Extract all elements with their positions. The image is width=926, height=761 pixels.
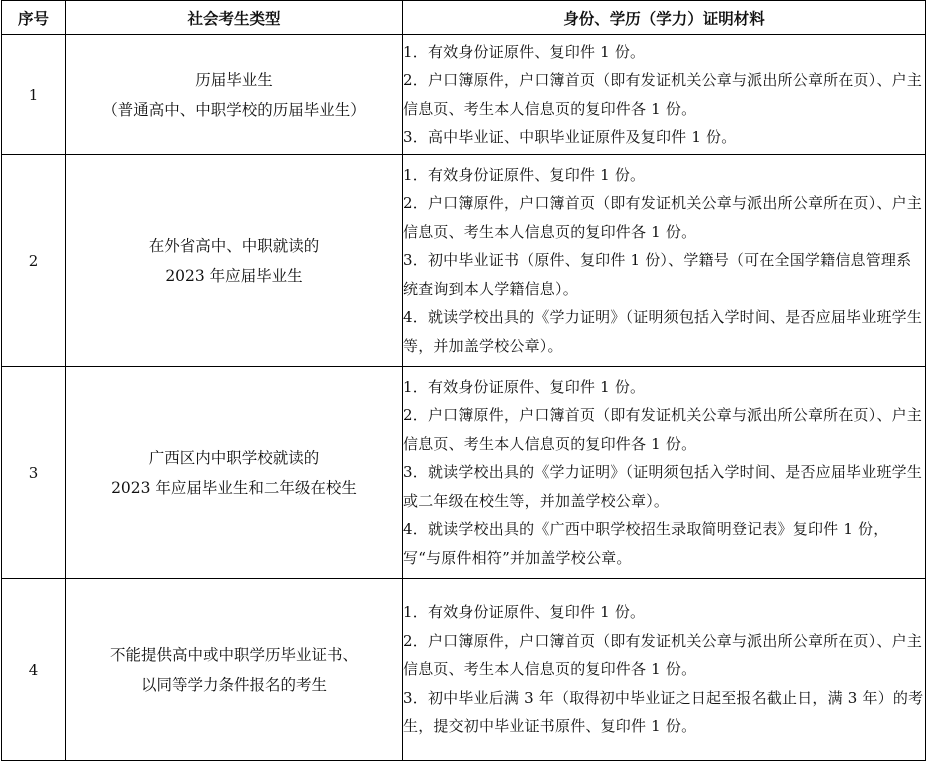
required-materials (403, 367, 926, 579)
requirements-table (1, 0, 926, 761)
table-header-row (2, 1, 926, 35)
material-item: 2．户口簿原件，户口簿首页（即有发证机关公章与派出所公章所在页）、户主信息页、考生本人信息页的复印件各 1 份。 (403, 631, 923, 679)
material-item: 1．有效身份证原件、复印件 1 份。 (403, 165, 646, 184)
material-item: 1．有效身份证原件、复印件 1 份。 (403, 377, 646, 396)
candidate-type (66, 35, 403, 155)
candidate-type-line: （普通高中、中职学校的历届毕业生） (102, 100, 366, 119)
required-materials (403, 155, 926, 367)
candidate-type (66, 155, 403, 367)
table-row (2, 155, 926, 367)
row-number: 2 (2, 155, 66, 367)
candidate-type-line: 2023 年应届毕业生和二年级在校生 (111, 478, 357, 497)
candidate-type-line: 历届毕业生 (195, 70, 273, 89)
header-number: 序号 (2, 1, 66, 35)
material-item: 2．户口簿原件，户口簿首页（即有发证机关公章与派出所公章所在页）、户主信息页、考生本人信息页的复印件各 1 份。 (403, 194, 923, 241)
candidate-type-line: 广西区内中职学校就读的 (148, 448, 320, 467)
material-item: 1．有效身份证原件、复印件 1 份。 (403, 603, 646, 622)
table-row (2, 35, 926, 155)
candidate-type-line: 2023 年应届毕业生 (165, 266, 303, 285)
row-number: 4 (2, 579, 66, 761)
table-row (2, 367, 926, 579)
header-candidate-type: 社会考生类型 (66, 1, 403, 35)
material-item: 3．高中毕业证、中职毕业证原件及复印件 1 份。 (403, 128, 737, 146)
candidate-type-line: 在外省高中、中职就读的 (148, 236, 320, 255)
material-item: 3．就读学校出具的《学力证明》（证明须包括入学时间、是否应届毕业班学生或二年级在校生等，并加盖学校公章）。 (403, 463, 923, 510)
table-row (2, 579, 926, 761)
material-item: 4．就读学校出具的《广西中职学校招生录取简明登记表》复印件 1 份，写“与原件相符”并加盖学校公章。 (403, 520, 889, 567)
candidate-type (66, 367, 403, 579)
candidate-type-line: 以同等学力条件报名的考生 (140, 675, 327, 694)
material-item: 2．户口簿原件，户口簿首页（即有发证机关公章与派出所公章所在页）、户主信息页、考生本人信息页的复印件各 1 份。 (403, 71, 923, 118)
material-item: 3．初中毕业后满 3 年（取得初中毕业证之日起至报名截止日，满 3 年）的考生，提交初中毕业证书原件、复印件 1 份。 (403, 688, 924, 736)
required-materials (403, 35, 926, 155)
required-materials (403, 579, 926, 761)
material-item: 1．有效身份证原件、复印件 1 份。 (403, 42, 646, 61)
material-item: 3．初中毕业证书（原件、复印件 1 份）、学籍号（可在全国学籍信息管理系统查询到本人学籍信息）。 (403, 251, 912, 298)
row-number: 3 (2, 367, 66, 579)
material-item: 4．就读学校出具的《学力证明》（证明须包括入学时间、是否应届毕业班学生等，并加盖学校公章）。 (403, 308, 923, 355)
candidate-type (66, 579, 403, 761)
row-number: 1 (2, 35, 66, 155)
header-materials: 身份、学历（学力）证明材料 (403, 1, 926, 35)
candidate-type-line: 不能提供高中或中职学历毕业证书、 (109, 645, 358, 664)
material-item: 2．户口簿原件，户口簿首页（即有发证机关公章与派出所公章所在页）、户主信息页、考生本人信息页的复印件各 1 份。 (403, 406, 923, 453)
